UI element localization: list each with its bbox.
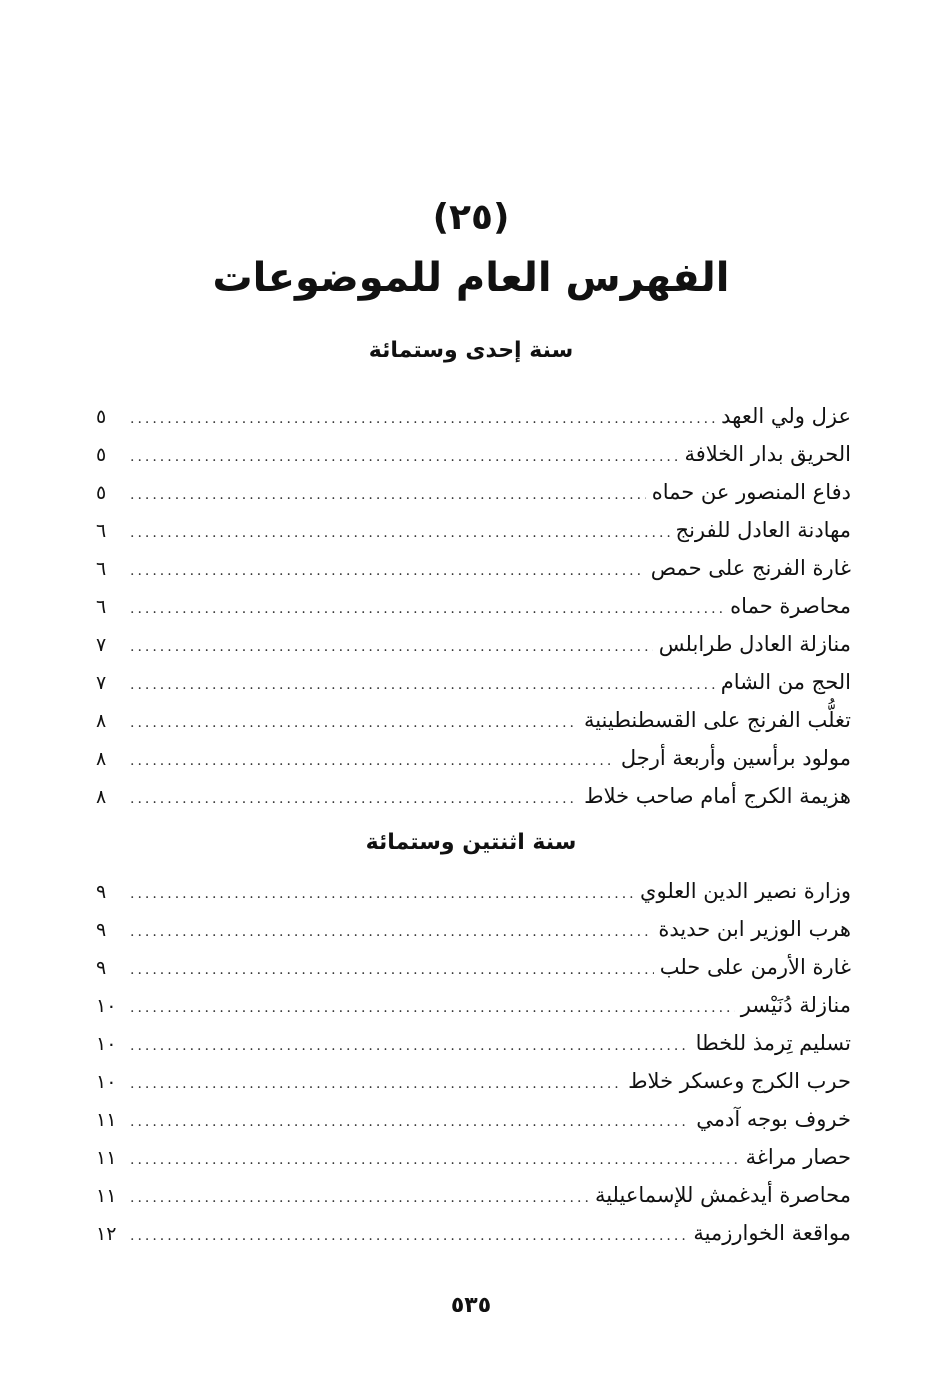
toc-entry-page: ١٠ bbox=[96, 1033, 117, 1055]
toc-entry bbox=[96, 1062, 851, 1100]
leader-dots bbox=[130, 438, 678, 476]
page-title: الفهرس العام للموضوعات bbox=[212, 255, 730, 301]
toc-entry-page: ٦ bbox=[96, 596, 107, 618]
toc-entry-title: الحج من الشام bbox=[720, 670, 851, 694]
toc-entry-page: ٨ bbox=[96, 748, 107, 770]
chapter-number: (٢٥) bbox=[432, 197, 510, 238]
toc-entry-title: حصار مراغة bbox=[745, 1145, 851, 1169]
toc-entry bbox=[96, 872, 851, 910]
toc-entry bbox=[96, 1176, 851, 1214]
section-heading-602: سنة اثنتين وستمائة bbox=[365, 830, 577, 855]
leader-dots bbox=[130, 628, 653, 666]
toc-entry-title: عزل ولي العهد bbox=[721, 404, 851, 428]
toc-entry-title: غارة الفرنج على حمص bbox=[650, 556, 851, 580]
toc-entry-page: ١٠ bbox=[96, 1071, 117, 1093]
toc-entry bbox=[96, 587, 851, 625]
toc-entry bbox=[96, 777, 851, 815]
leader-dots bbox=[130, 875, 634, 913]
toc-entry-title: مهادنة العادل للفرنج bbox=[675, 518, 851, 542]
toc-entry bbox=[96, 549, 851, 587]
toc-entry-page: ٩ bbox=[96, 919, 107, 941]
toc-entry-title: هزيمة الكرج أمام صاحب خلاط bbox=[584, 784, 851, 808]
leader-dots bbox=[130, 1065, 622, 1103]
leader-dots bbox=[130, 552, 645, 590]
toc-entry-title: تسليم تِرمذ للخطا bbox=[695, 1031, 851, 1055]
toc-entry-title: دفاع المنصور عن حماه bbox=[651, 480, 851, 504]
toc-entry-title: خروف بوجه آدمي bbox=[696, 1107, 851, 1131]
toc-entry-title: غارة الأرمن على حلب bbox=[659, 955, 851, 979]
leader-dots bbox=[130, 742, 615, 780]
section-heading-601: سنة إحدى وستمائة bbox=[368, 338, 574, 363]
leader-dots bbox=[130, 780, 578, 818]
toc-entry bbox=[96, 1100, 851, 1138]
toc-entry-title: وزارة نصير الدين العلوي bbox=[640, 879, 851, 903]
leader-dots bbox=[130, 1179, 589, 1217]
toc-entry bbox=[96, 1024, 851, 1062]
toc-entry-title: محاصرة أيدغمش للإسماعيلية bbox=[594, 1183, 851, 1207]
toc-entry bbox=[96, 663, 851, 701]
toc-entry-page: ٨ bbox=[96, 786, 107, 808]
toc-entry bbox=[96, 625, 851, 663]
leader-dots bbox=[130, 666, 715, 704]
toc-entry-title: مولود برأسين وأربعة أرجل bbox=[620, 746, 851, 770]
toc-list-602 bbox=[96, 872, 851, 1252]
toc-entry bbox=[96, 435, 851, 473]
toc-entry-page: ٦ bbox=[96, 558, 107, 580]
toc-entry-title: منازلة العادل طرابلس bbox=[658, 632, 851, 656]
toc-entry-title: مواقعة الخوارزمية bbox=[693, 1221, 851, 1245]
toc-entry-page: ١١ bbox=[96, 1185, 117, 1207]
leader-dots bbox=[130, 1217, 687, 1255]
toc-entry-title: الحريق بدار الخلافة bbox=[684, 442, 851, 466]
toc-entry-page: ٨ bbox=[96, 710, 107, 732]
leader-dots bbox=[130, 1103, 690, 1141]
toc-entry-title: محاصرة حماه bbox=[730, 594, 851, 618]
toc-entry-page: ٥ bbox=[96, 444, 107, 466]
toc-entry-page: ٦ bbox=[96, 520, 107, 542]
toc-entry-title: حرب الكرج وعسكر خلاط bbox=[628, 1069, 851, 1093]
page-number: ٥٣٥ bbox=[450, 1293, 492, 1318]
leader-dots bbox=[130, 913, 652, 951]
toc-entry-page: ٩ bbox=[96, 881, 107, 903]
leader-dots bbox=[130, 1141, 740, 1179]
toc-entry-page: ١١ bbox=[96, 1109, 117, 1131]
leader-dots bbox=[130, 1027, 690, 1065]
toc-entry-page: ٥ bbox=[96, 406, 107, 428]
toc-entry bbox=[96, 948, 851, 986]
toc-entry-page: ١٠ bbox=[96, 995, 117, 1017]
leader-dots bbox=[130, 514, 670, 552]
toc-entry bbox=[96, 1214, 851, 1252]
toc-entry bbox=[96, 511, 851, 549]
toc-entry bbox=[96, 986, 851, 1024]
toc-entry-page: ١١ bbox=[96, 1147, 117, 1169]
toc-entry-page: ٥ bbox=[96, 482, 107, 504]
toc-list-601 bbox=[96, 397, 851, 815]
toc-entry-title: تغلُّب الفرنج على القسطنطينية bbox=[583, 708, 851, 732]
toc-entry-title: هرب الوزير ابن حديدة bbox=[658, 917, 851, 941]
toc-entry-page: ٩ bbox=[96, 957, 107, 979]
toc-entry-title: منازلة دُنَيْسر bbox=[740, 993, 851, 1017]
leader-dots bbox=[130, 590, 724, 628]
leader-dots bbox=[130, 989, 735, 1027]
toc-entry bbox=[96, 1138, 851, 1176]
leader-dots bbox=[130, 400, 715, 438]
leader-dots bbox=[130, 951, 654, 989]
toc-entry bbox=[96, 701, 851, 739]
toc-entry-page: ١٢ bbox=[96, 1223, 117, 1245]
toc-entry-page: ٧ bbox=[96, 634, 107, 656]
toc-entry bbox=[96, 910, 851, 948]
toc-entry bbox=[96, 739, 851, 777]
toc-entry-page: ٧ bbox=[96, 672, 107, 694]
leader-dots bbox=[130, 476, 646, 514]
leader-dots bbox=[130, 704, 578, 742]
toc-entry bbox=[96, 473, 851, 511]
toc-entry bbox=[96, 397, 851, 435]
